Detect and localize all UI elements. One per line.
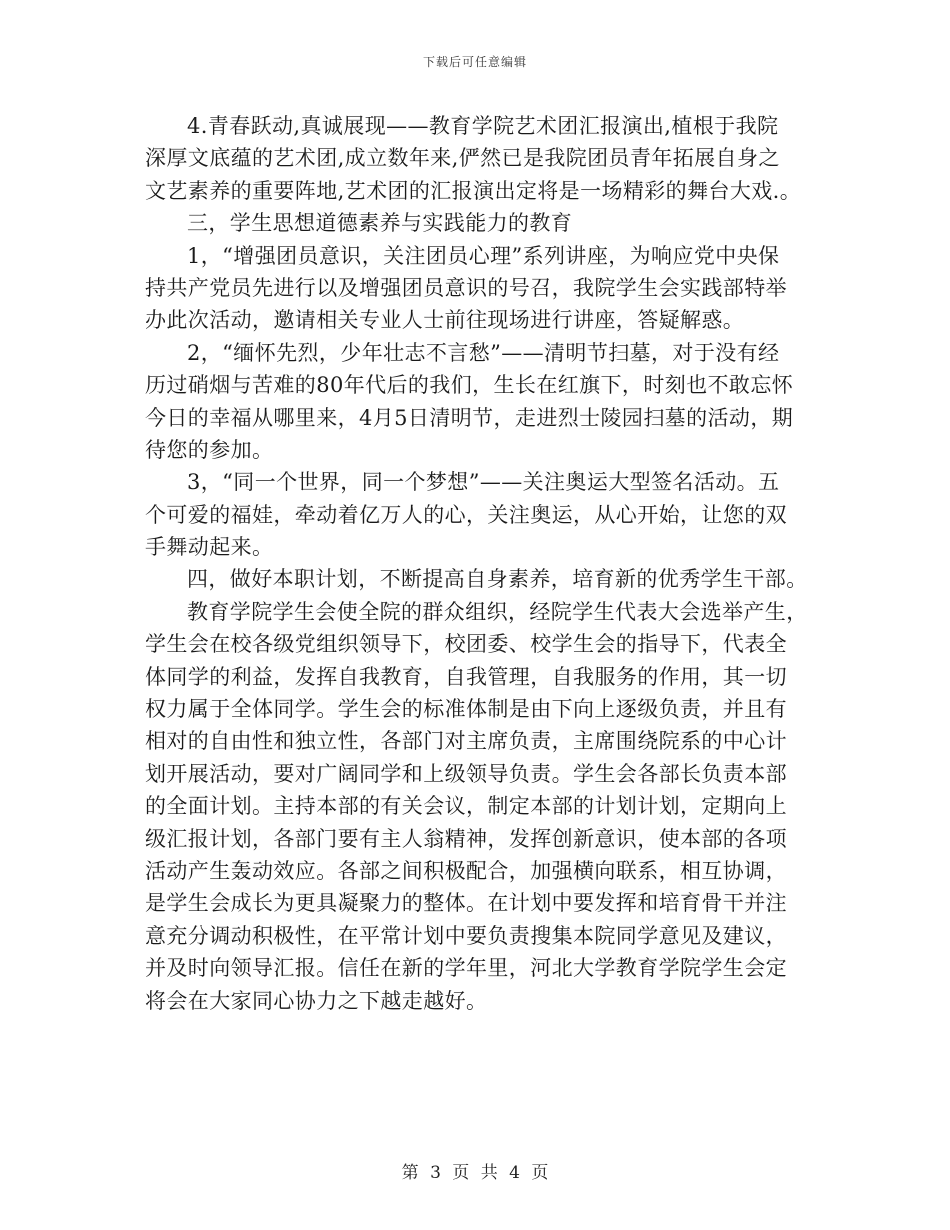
text-line: 将会在大家同心协力之下越走越好。 [145, 988, 488, 1013]
text-line: 三，学生思想道德素养与实践能力的教育 [187, 211, 573, 236]
text-line: 2，“缅怀先烈，少年壮志不言愁”——清明节扫墓，对于没有经 [187, 340, 780, 365]
section-heading-3 [145, 207, 810, 239]
text-line: 的全面计划。主持本部的有关会议，制定本部的计划计划，定期向上 [145, 794, 787, 819]
text-line: 持共产党员先进行以及增强团员意识的号召，我院学生会实践部特举 [145, 275, 787, 300]
text-line: 意充分调动积极性，在平常计划中要负责搜集本院同学意见及建议， [145, 923, 787, 948]
paragraph-student-union [145, 596, 810, 1017]
paragraph-arts-troupe [145, 110, 810, 207]
paragraph-qingming [145, 337, 810, 467]
section-heading-4 [145, 563, 810, 595]
text-line: 1，“增强团员意识，关注团员心理”系列讲座，为响应党中央保 [187, 243, 780, 268]
text-line: 是学生会成长为更具凝聚力的整体。在计划中要发挥和培育骨干并注 [145, 891, 787, 916]
text-line: 相对的自由性和独立性，各部门对主席负责，主席围绕院系的中心计 [145, 729, 787, 754]
text-line: 并及时向领导汇报。信任在新的学年里，河北大学教育学院学生会定 [145, 956, 787, 981]
text-line: 文艺素养的重要阵地,艺术团的汇报演出定将是一场精彩的舞台大戏.。 [145, 178, 802, 203]
text-line: 今日的幸福从哪里来，4月5日清明节，走进烈士陵园扫墓的活动，期 [145, 405, 794, 430]
text-line: 体同学的利益，发挥自我教育，自我管理，自我服务的作用，其一切 [145, 664, 787, 689]
text-line: 办此次活动，邀请相关专业人士前往现场进行讲座，答疑解惑。 [145, 308, 745, 333]
text-line: 权力属于全体同学。学生会的标准体制是由下向上逐级负责，并且有 [145, 697, 787, 722]
page-header: 下载后可任意编辑 [422, 55, 527, 69]
paragraph-olympics [145, 466, 810, 563]
text-line: 级汇报计划，各部门要有主人翁精神，发挥创新意识，使本部的各项 [145, 826, 787, 851]
text-line: 待您的参加。 [145, 437, 274, 462]
text-line: 划开展活动，要对广阔同学和上级领导负责。学生会各部长负责本部 [145, 761, 787, 786]
text-line: 3，“同一个世界，同一个梦想”——关注奥运大型签名活动。五 [187, 470, 780, 495]
document-body [145, 110, 810, 1017]
text-line: 教育学院学生会使全院的群众组织，经院学生代表大会选举产生， [187, 599, 808, 624]
text-line: 历过硝烟与苦难的80年代后的我们，生长在红旗下，时刻也不敢忘怀 [145, 373, 794, 398]
page-number-footer: 第 3 页 共 4 页 [401, 1163, 549, 1183]
text-line: 学生会在校各级党组织领导下，校团委、校学生会的指导下，代表全 [145, 632, 787, 657]
text-line: 深厚文底蕴的艺术团,成立数年来,俨然已是我院团员青年拓展自身之 [145, 146, 780, 171]
text-line: 四，做好本职计划，不断提高自身素养，培育新的优秀学生干部。 [187, 567, 808, 592]
text-line: 活动产生轰动效应。各部之间积极配合，加强横向联系，相互协调， [145, 858, 787, 883]
paragraph-lecture [145, 240, 810, 337]
text-line: 个可爱的福娃，牵动着亿万人的心，关注奥运，从心开始，让您的双 [145, 502, 787, 527]
text-line: 4.青春跃动,真诚展现——教育学院艺术团汇报演出,植根于我院 [187, 114, 779, 138]
text-line: 手舞动起来。 [145, 535, 274, 560]
